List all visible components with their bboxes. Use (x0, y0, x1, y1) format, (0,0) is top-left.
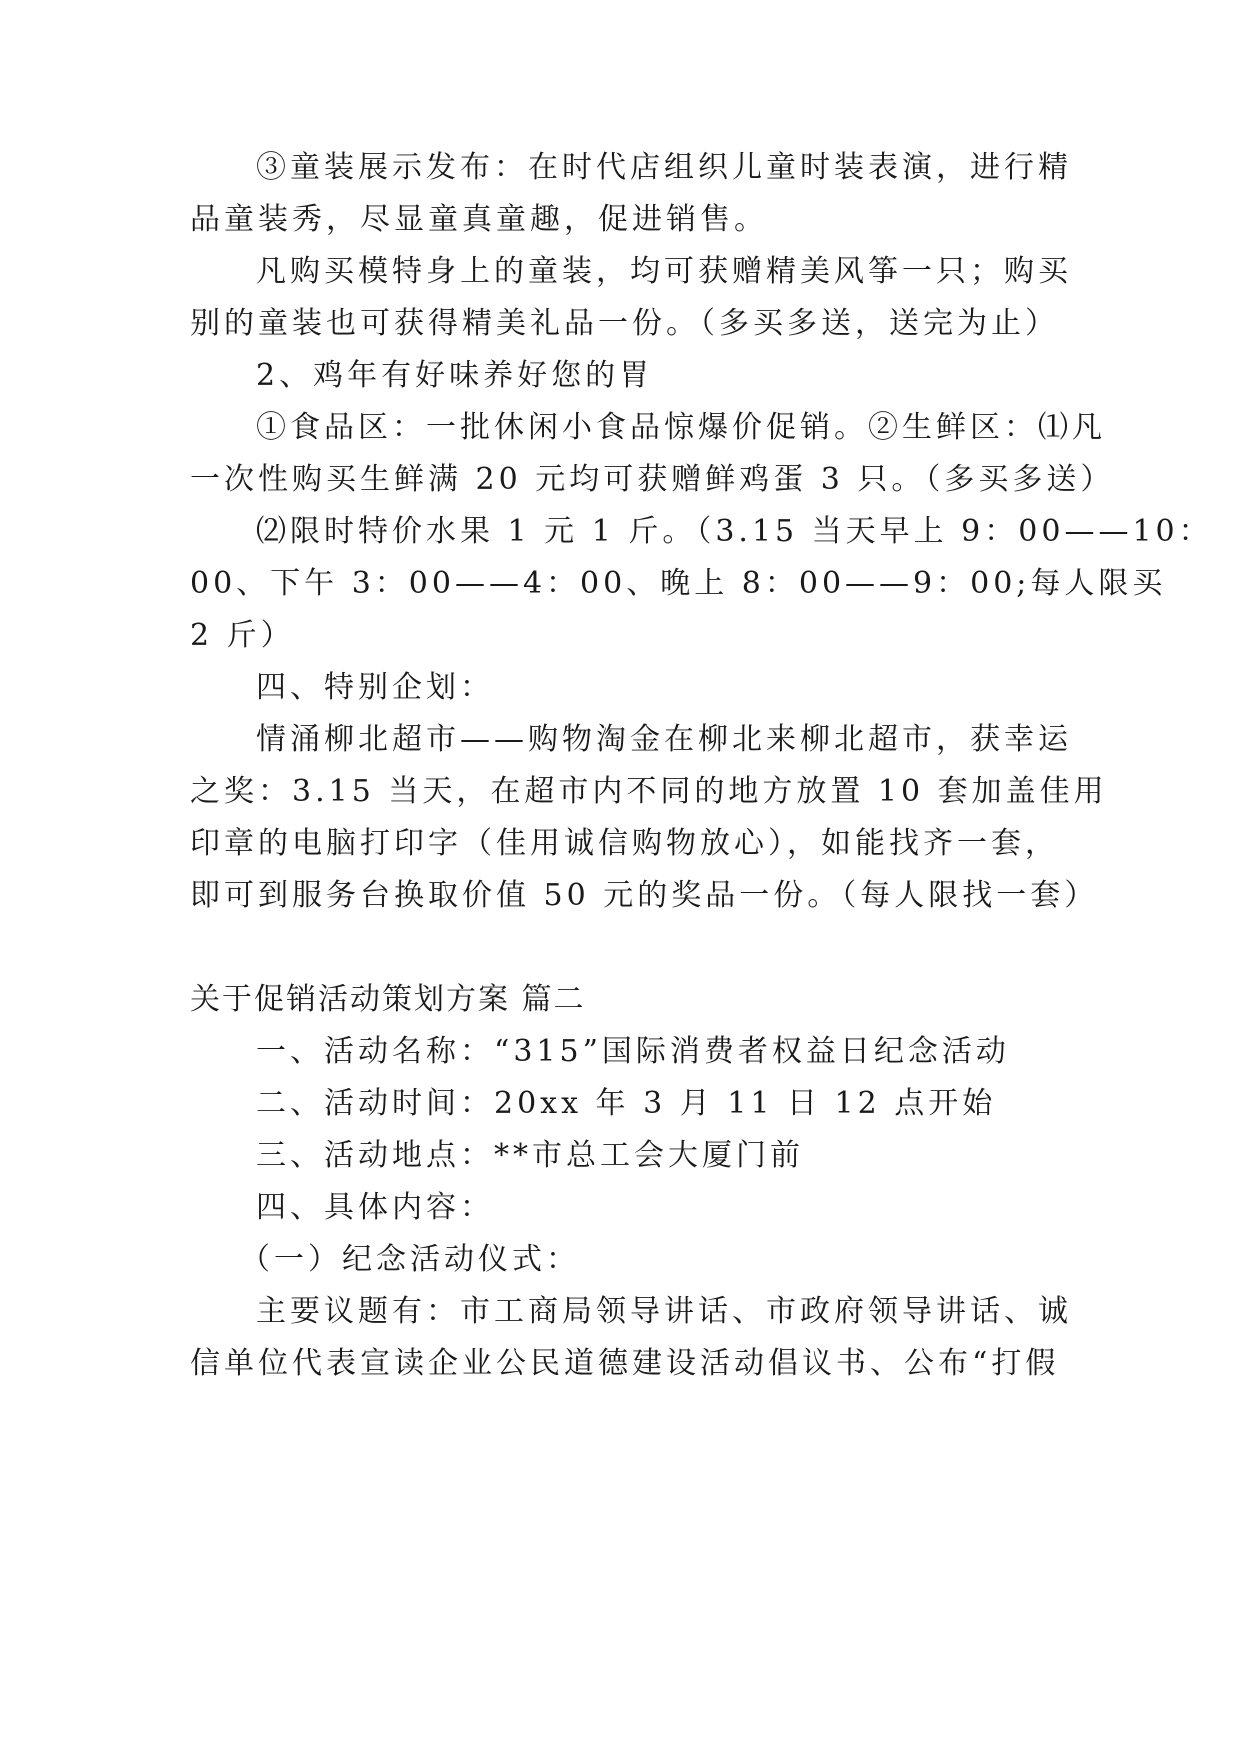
section-title: 关于促销活动策划方案 篇二 (190, 982, 586, 1017)
paragraph-line: ①食品区：一批休闲小食品惊爆价促销。②生鲜区：⑴凡 (256, 410, 1106, 445)
paragraph-line: 一次性购买生鲜满 20 元均可获赠鲜鸡蛋 3 只。（多买多送） (190, 462, 1115, 497)
list-item: 二、活动时间：20xx 年 3 月 11 日 12 点开始 (256, 1086, 997, 1121)
paragraph-line: 00、下午 3：00——4：00、晚上 8：00——9：00;每人限买 (190, 566, 1167, 601)
subheading: 四、特别企划： (256, 670, 494, 705)
paragraph-line: 之奖：3.15 当天，在超市内不同的地方放置 10 套加盖佳用 (190, 774, 1108, 809)
subheading: 2、鸡年有好味养好您的胃 (256, 358, 654, 393)
list-item: 一、活动名称：“315”国际消费者权益日纪念活动 (256, 1034, 1010, 1069)
paragraph-line: ③童装展示发布：在时代店组织儿童时装表演，进行精 (256, 150, 1072, 185)
paragraph-line: 印章的电脑打印字（佳用诚信购物放心），如能找齐一套， (190, 826, 1059, 861)
list-item: （一）纪念活动仪式： (240, 1242, 580, 1277)
paragraph-line: 主要议题有：市工商局领导讲话、市政府领导讲话、诚 (256, 1294, 1072, 1329)
paragraph-line: 别的童装也可获得精美礼品一份。（多买多送，送完为止） (190, 306, 1059, 341)
paragraph-line: 即可到服务台换取价值 50 元的奖品一份。（每人限找一套） (190, 878, 1099, 913)
list-item: 四、具体内容： (256, 1190, 494, 1225)
paragraph-line: ⑵限时特价水果 1 元 1 斤。（3.15 当天早上 9：00——10： (256, 514, 1213, 549)
paragraph-line: 凡购买模特身上的童装，均可获赠精美风筝一只；购买 (256, 254, 1072, 289)
list-item: 三、活动地点：**市总工会大厦门前 (256, 1138, 804, 1173)
paragraph-line: 信单位代表宣读企业公民道德建设活动倡议书、公布“打假 (190, 1346, 1060, 1381)
paragraph-line: 情涌柳北超市——购物淘金在柳北来柳北超市，获幸运 (256, 722, 1072, 757)
paragraph-line: 2 斤） (190, 618, 295, 653)
paragraph-line: 品童装秀，尽显童真童趣，促进销售。 (190, 202, 768, 237)
